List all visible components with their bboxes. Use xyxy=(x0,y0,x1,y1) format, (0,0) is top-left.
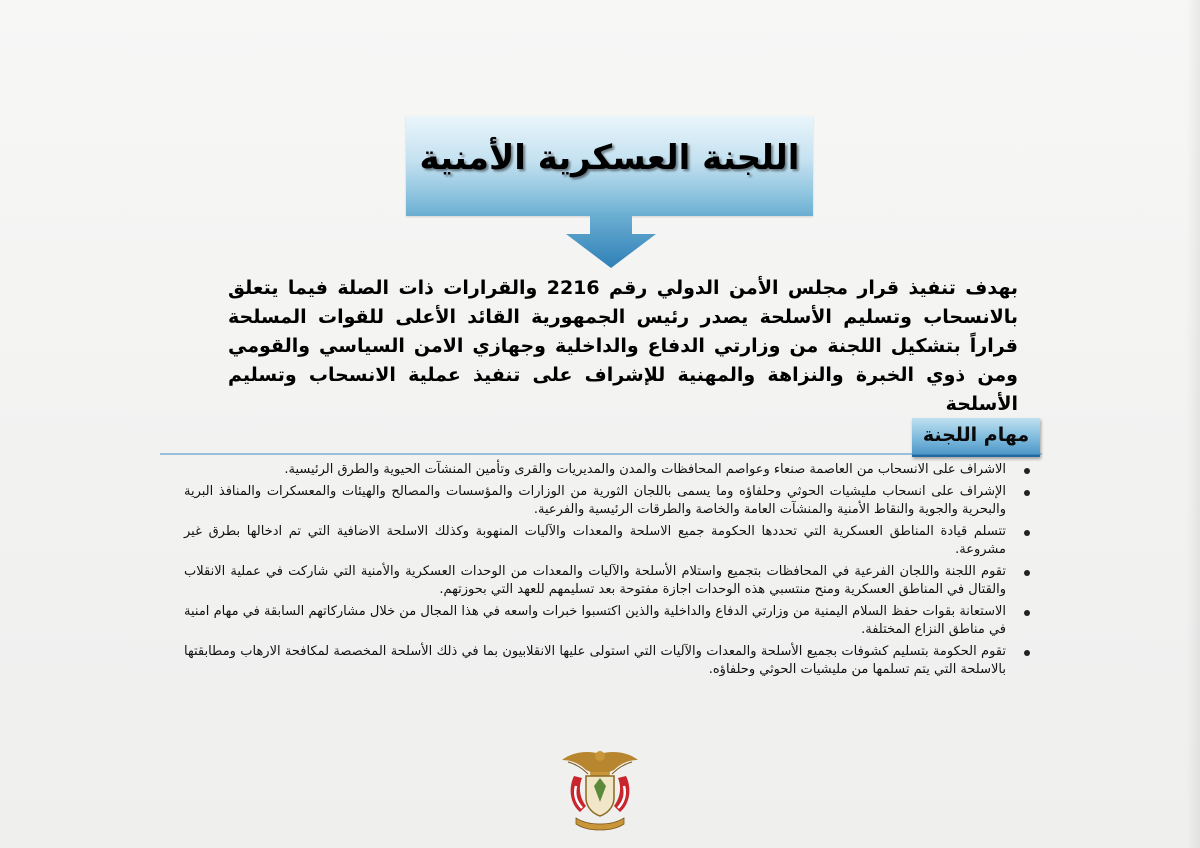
title-banner xyxy=(406,116,813,216)
tasks-list xyxy=(180,461,1040,683)
coat-of-arms-emblem xyxy=(558,746,642,836)
task-text: الاستعانة بقوات حفظ السلام اليمنية من وزارتي الدفاع والداخلية والذين اكتسبوا خبرات واسعه في هذا المجال من خلال مشاركاتهم السابقة في مهام امنية في مناطق النزاع المختلفة. xyxy=(184,603,1006,637)
tasks-heading-box xyxy=(912,418,1040,457)
bullet-icon xyxy=(1024,570,1030,576)
tasks-divider xyxy=(160,453,1042,455)
intro-paragraph: بهدف تنفيذ قرار مجلس الأمن الدولي رقم 2216 والقرارات ذات الصلة فيما يتعلق بالانسحاب وتسليم الأسلحة يصدر رئيس الجمهورية القائد الأعلى للقوات المسلحة قراراً بتشكيل اللجنة من وزارتي الدفاع والداخلية وجهازي الامن السياسي والقومي ومن ذوي الخبرة والنزاهة والمهنية للإشراف على تنفيذ عملية الانسحاب وتسليم الأسلحة xyxy=(228,277,1018,415)
list-item xyxy=(180,483,1040,520)
list-item xyxy=(180,643,1040,680)
task-text: الإشراف على انسحاب مليشيات الحوثي وحلفاؤه وما يسمى باللجان الثورية من الوزارات والمؤسسات والمصالح والهيئات والمعسكرات والمنافذ البرية والبحرية والجوية والنقاط الأمنية والمنشآت العامة والخاصة والطرقات الرئيسية والفرعية. xyxy=(184,483,1006,517)
task-text: تقوم اللجنة واللجان الفرعية في المحافظات بتجميع واستلام الأسلحة والآليات والمعدات من الوحدات العسكرية والأمنية التي شاركت في عملية الانقلاب والقتال في المناطق العسكرية ومنح منتسبي هذه الوحدات اجازة مفتوحة بعد تسليمهم للعهد التي بحوزتهم. xyxy=(184,563,1006,597)
page-edge-shadow xyxy=(1186,0,1200,848)
bullet-icon xyxy=(1024,650,1030,656)
task-text: الاشراف على الانسحاب من العاصمة صنعاء وعواصم المحافظات والمدن والمديريات والقرى وتأمين المنشآت الحيوية والطرق الرئيسية. xyxy=(284,462,1006,477)
task-text: تقوم الحكومة بتسليم كشوفات بجميع الأسلحة والمعدات والآليات التي استولى عليها الانقلابيون بما في ذلك الأسلحة المخصصة لمكافحة الارهاب ومطابقتها بالاسلحة التي يتم تسلمها من مليشيات الحوثي وحلفاؤه. xyxy=(184,643,1006,677)
bullet-icon xyxy=(1024,468,1030,474)
task-text: تتسلم قيادة المناطق العسكرية التي تحددها الحكومة جميع الاسلحة والمعدات والآليات المنهوبة وكذلك الاسلحة الاضافية التي تم ادخالها بطرق غير مشروعة. xyxy=(184,523,1006,557)
list-item xyxy=(180,563,1040,600)
page-title: اللجنة العسكرية الأمنية xyxy=(419,138,800,178)
bullet-icon xyxy=(1024,490,1030,496)
list-item xyxy=(180,603,1040,640)
bullet-icon xyxy=(1024,530,1030,536)
down-arrow-icon xyxy=(566,216,656,268)
tasks-heading: مهام اللجنة xyxy=(922,424,1030,446)
list-item xyxy=(180,461,1040,480)
list-item xyxy=(180,523,1040,560)
bullet-icon xyxy=(1024,610,1030,616)
